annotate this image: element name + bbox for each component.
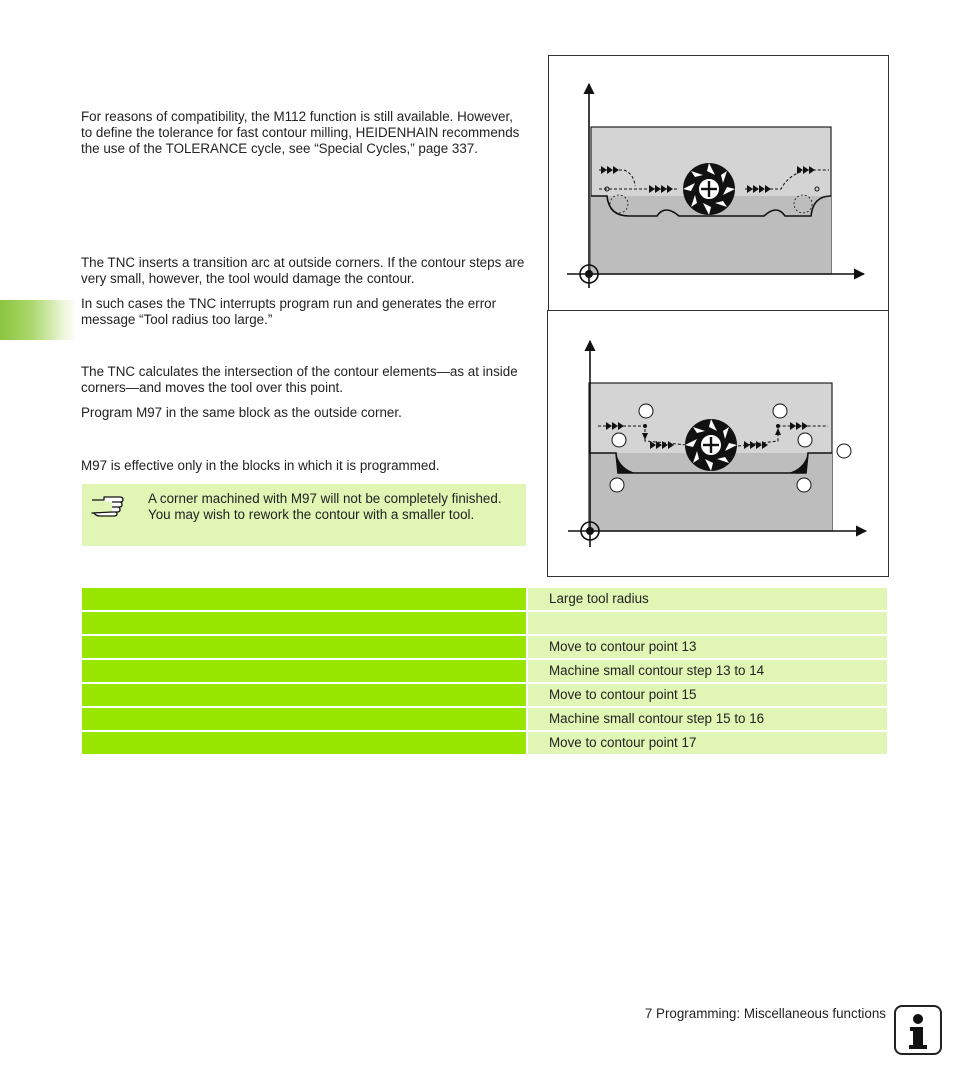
paragraph-transition-arc: The TNC inserts a transition arc at outside corners. If the contour steps are very small, however, the tool would damage the contour. [81,255,525,286]
figure-without-m97-drawing [549,56,890,313]
figure-with-m97 [547,310,889,577]
point-marker [639,404,653,418]
point-marker [612,433,626,447]
paragraph-m112-compatibility: For reasons of compatibility, the M112 function is still available. However, to define the tolerance for fast contour milling, HEIDENHAIN recommends the use of the TOLERANCE cycle, see “Special Cycles,” page 337. [81,109,520,156]
paragraph-m97-effective: M97 is effective only in the blocks in which it is programmed. [81,458,440,473]
point-marker [798,433,812,447]
footer-chapter-title: 7 Programming: Miscellaneous functions [644,1006,886,1021]
note-text: A corner machined with M97 will not be completely finished. You may wish to rework the contour with a smaller tool. [148,491,502,522]
table-row-code [82,684,526,706]
table-row-comment: Move to contour point 13 [528,636,887,658]
pointing-hand-icon [90,494,124,523]
table-row-code [82,732,526,754]
table-row-code [82,660,526,682]
point-marker [797,478,811,492]
table-row-code [82,708,526,730]
table-row-comment: Machine small contour step 15 to 16 [528,708,887,730]
milling-cutter-icon [683,163,735,215]
table-row-code [82,588,526,610]
note-box [82,484,526,546]
point-marker [610,478,624,492]
info-i-icon[interactable] [894,1005,942,1055]
paragraph-intersection: The TNC calculates the intersection of the contour elements—as at inside corners—and moves the tool over this point. [81,364,518,395]
figure-without-m97 [548,55,889,312]
table-row-comment: Large tool radius [528,588,887,610]
paragraph-error-message: In such cases the TNC interrupts program run and generates the error message “Tool radius too large.” [81,296,497,327]
chapter-side-tab [0,300,76,340]
table-row-code [82,636,526,658]
figure-with-m97-drawing [548,311,890,578]
table-row-comment: Machine small contour step 13 to 14 [528,660,887,682]
table-row-code [82,612,526,634]
table-row-comment [528,612,887,634]
paragraph-program-m97: Program M97 in the same block as the outside corner. [81,405,402,420]
table-row-comment: Move to contour point 15 [528,684,887,706]
point-marker [773,404,787,418]
point-marker [837,444,851,458]
milling-cutter-icon [685,419,737,471]
table-row-comment: Move to contour point 17 [528,732,887,754]
